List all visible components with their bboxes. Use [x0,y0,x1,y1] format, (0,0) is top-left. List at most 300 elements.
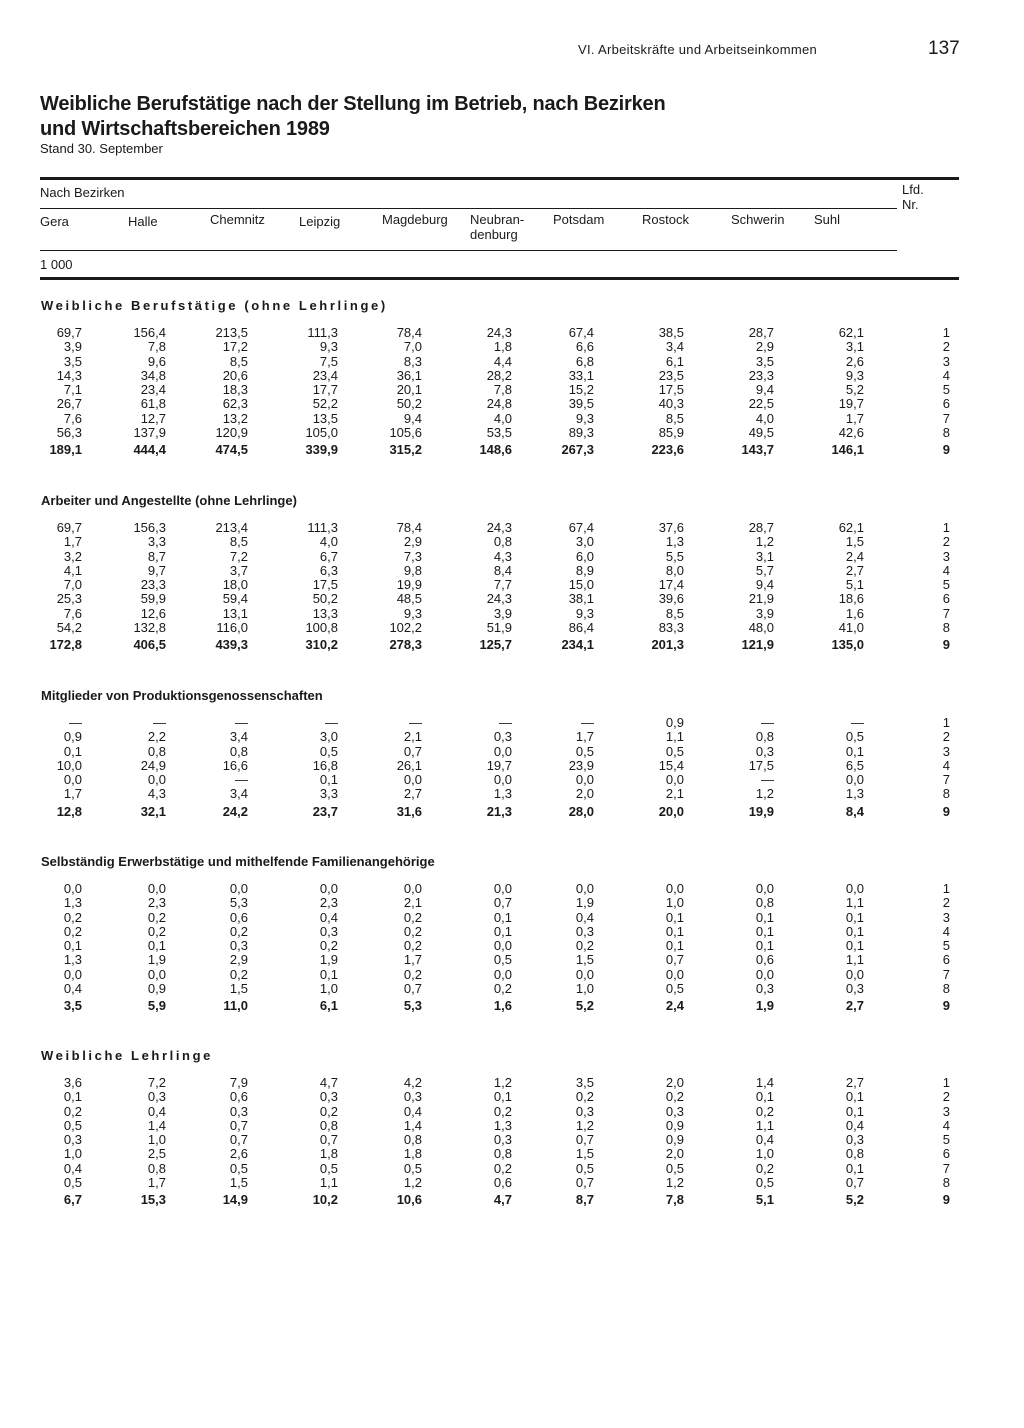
table-total-row [0,996,950,1015]
table-cell: 0,1 [493,923,512,939]
table-cell: 0,1 [845,1089,864,1105]
table-cell: 0,3 [147,1089,166,1105]
table-cell: 25,3 [56,591,82,607]
table-cell: 0,0 [319,881,338,896]
table-cell: 50,2 [396,396,422,412]
column-header-rostock: Rostock [642,212,689,227]
table-row [0,773,950,787]
table-cell: 85,9 [658,425,684,441]
table-cell: 0,1 [755,909,774,925]
table-cell: 5,2 [845,1192,864,1208]
table-cell: 0,1 [845,909,864,925]
table-cell: 9,3 [575,410,594,426]
table-cell: 2,6 [845,353,864,369]
row-number: 3 [942,909,950,925]
table-cell: 39,5 [568,396,594,412]
section-table-produktionsgenossenschaften [0,716,950,821]
page-title [40,92,665,142]
table-cell: 5,3 [403,998,422,1014]
table-cell: 3,1 [755,548,774,564]
table-cell: 0,0 [63,881,82,896]
table-cell: 4,0 [493,410,512,426]
table-cell: 15,3 [140,1192,166,1208]
table-cell: 0,9 [665,715,684,730]
table-cell: 1,2 [575,1117,594,1133]
row-number-label [902,182,924,212]
table-cell: 3,5 [575,1075,594,1090]
table-row [0,340,950,354]
table-cell: 146,1 [831,442,864,458]
table-cell: 9,3 [845,367,864,383]
table-cell: 3,5 [63,353,82,369]
table-cell: 0,0 [575,772,594,788]
table-cell: 17,4 [658,577,684,593]
table-cell: 17,5 [658,382,684,398]
table-cell: 0,0 [147,772,166,788]
table-cell: 3,4 [229,786,248,802]
table-cell: 278,3 [389,637,422,653]
table-cell: 0,8 [493,534,512,550]
table-cell: 4,3 [147,786,166,802]
table-cell: 111,3 [307,325,338,340]
table-cell: 7,3 [403,548,422,564]
table-total-row [0,635,950,654]
table-cell: 0,4 [319,909,338,925]
table-cell: 0,0 [575,881,594,896]
table-cell: 0,7 [319,1132,338,1148]
table-cell: 1,7 [845,410,864,426]
table-cell: — [153,715,166,730]
table-cell: 69,7 [56,325,82,340]
table-cell: 0,2 [403,938,422,954]
page-number: 137 [928,38,960,59]
table-cell: 40,3 [658,396,684,412]
table-cell: 9,7 [147,562,166,578]
row-number: 7 [942,966,950,982]
table-cell: 111,3 [307,520,338,535]
row-number: 1 [942,325,950,340]
table-cell: — [409,715,422,730]
table-cell: 439,3 [215,637,248,653]
table-cell: 10,0 [56,757,82,773]
table-cell: 3,2 [63,548,82,564]
section-title-weibliche-berufstaetige: Weibliche Berufstätige (ohne Lehrlinge) [41,298,388,313]
table-cell: 13,3 [312,605,338,621]
table-cell: 0,5 [575,1160,594,1176]
table-cell: 9,4 [403,410,422,426]
table-cell: 5,1 [845,577,864,593]
table-cell: 1,8 [319,1146,338,1162]
table-cell: 0,0 [665,881,684,896]
table-cell: 37,6 [658,520,684,535]
row-number: 4 [942,562,950,578]
table-cell: 3,5 [755,353,774,369]
table-cell: 0,0 [493,743,512,759]
table-cell: 137,9 [133,425,166,441]
table-row [0,730,950,744]
table-cell: 6,7 [63,1192,82,1208]
table-cell: 0,0 [845,772,864,788]
table-cell: 2,6 [229,1146,248,1162]
table-cell: 62,1 [838,520,864,535]
table-cell: 9,8 [403,562,422,578]
table-cell: 0,3 [575,923,594,939]
row-number: 4 [942,757,950,773]
row-number: 9 [942,998,950,1014]
column-header-magdeburg: Magdeburg [382,212,448,227]
table-cell: 48,5 [396,591,422,607]
table-cell: 10,6 [396,1192,422,1208]
table-cell: 16,8 [312,757,338,773]
table-cell: 5,5 [665,548,684,564]
table-cell: 0,1 [845,938,864,954]
table-cell: 0,5 [665,743,684,759]
table-cell: 0,2 [403,923,422,939]
table-cell: 15,4 [658,757,684,773]
table-cell: — [581,715,594,730]
table-cell: 2,1 [403,729,422,745]
table-cell: 24,8 [486,396,512,412]
table-cell: 14,9 [222,1192,248,1208]
table-cell: 2,3 [147,895,166,911]
table-cell: 24,2 [222,803,248,819]
table-cell: 148,6 [479,442,512,458]
table-cell: 172,8 [49,637,82,653]
table-cell: 105,6 [389,425,422,441]
table-cell: 1,5 [845,534,864,550]
table-cell: 0,2 [665,1089,684,1105]
section-title-produktionsgenossenschaften: Mitglieder von Produktionsgenossenschaften [41,688,323,703]
table-cell: 0,2 [63,1103,82,1119]
table-cell: 9,3 [403,605,422,621]
table-cell: 100,8 [305,620,338,636]
table-cell: 0,5 [63,1175,82,1191]
page-subtitle: Stand 30. September [40,141,163,156]
table-cell: 7,0 [403,339,422,355]
table-cell: — [325,715,338,730]
table-cell: 0,0 [63,966,82,982]
table-cell: 19,9 [396,577,422,593]
table-cell: 48,0 [748,620,774,636]
table-cell: 0,0 [403,881,422,896]
table-cell: 1,9 [755,998,774,1014]
table-row [0,383,950,397]
table-cell: 62,1 [838,325,864,340]
table-cell: 0,0 [63,772,82,788]
table-cell: 4,4 [493,353,512,369]
table-cell: 6,1 [319,998,338,1014]
header-rule-top [40,177,959,180]
table-cell: 20,6 [222,367,248,383]
table-cell: 28,7 [748,520,774,535]
table-cell: 12,8 [56,803,82,819]
table-cell: 0,8 [319,1117,338,1133]
table-cell: 1,0 [319,981,338,997]
table-cell: 1,3 [845,786,864,802]
table-total-row [0,440,950,459]
table-row [0,882,950,896]
table-cell: 0,0 [575,966,594,982]
row-number: 9 [942,803,950,819]
table-cell: 1,4 [403,1117,422,1133]
table-cell: 0,3 [845,1132,864,1148]
table-cell: 2,5 [147,1146,166,1162]
table-row [0,1076,950,1090]
table-cell: 33,1 [568,367,594,383]
row-number: 4 [942,923,950,939]
row-number: 5 [942,577,950,593]
table-cell: 50,2 [312,591,338,607]
table-cell: 4,0 [319,534,338,550]
row-number: 2 [942,534,950,550]
table-cell: 36,1 [396,367,422,383]
table-cell: 0,1 [63,938,82,954]
table-cell: 310,2 [305,637,338,653]
row-number: 8 [942,620,950,636]
table-cell: 18,6 [838,591,864,607]
table-cell: 1,5 [229,981,248,997]
table-cell: 267,3 [561,442,594,458]
table-cell: 315,2 [389,442,422,458]
table-row [0,592,950,606]
table-cell: 16,6 [222,757,248,773]
table-cell: — [235,772,248,788]
table-cell: 121,9 [741,637,774,653]
table-cell: 1,2 [755,534,774,550]
header-rule-bottom [40,277,959,280]
column-header-gera: Gera [40,214,69,229]
table-cell: 0,2 [575,938,594,954]
table-cell: 213,5 [215,325,248,340]
table-cell: 22,5 [748,396,774,412]
table-cell: 0,0 [755,881,774,896]
table-cell: 0,1 [755,938,774,954]
table-cell: 1,0 [575,981,594,997]
table-cell: 1,8 [493,339,512,355]
table-cell: 0,2 [755,1160,774,1176]
table-cell: 0,0 [665,772,684,788]
table-cell: 2,1 [665,786,684,802]
table-cell: 3,4 [665,339,684,355]
table-cell: 56,3 [56,425,82,441]
table-cell: 0,5 [319,743,338,759]
table-cell: 2,4 [845,548,864,564]
table-cell: 0,7 [403,981,422,997]
table-cell: 7,2 [147,1075,166,1090]
table-total-row [0,802,950,821]
table-cell: 78,4 [396,520,422,535]
table-cell: 0,3 [493,1132,512,1148]
table-cell: 49,5 [748,425,774,441]
row-number: 5 [942,938,950,954]
table-cell: 2,0 [665,1075,684,1090]
table-cell: 1,7 [403,952,422,968]
table-row [0,397,950,411]
table-cell: 1,1 [319,1175,338,1191]
table-cell: 0,6 [229,909,248,925]
table-cell: 8,5 [665,410,684,426]
table-cell: 7,7 [493,577,512,593]
table-cell: 0,7 [493,895,512,911]
table-cell: 0,1 [493,1089,512,1105]
table-cell: 28,0 [568,803,594,819]
table-cell: 0,1 [845,1160,864,1176]
table-cell: 9,4 [755,577,774,593]
table-cell: 21,9 [748,591,774,607]
table-cell: 0,6 [755,952,774,968]
table-cell: 61,8 [140,396,166,412]
header-rule-group [40,208,897,209]
table-cell: 0,5 [63,1117,82,1133]
table-cell: 7,2 [229,548,248,564]
table-cell: 0,0 [493,966,512,982]
table-cell: 62,3 [222,396,248,412]
section-table-arbeiter-angestellte [0,521,950,654]
table-cell: 8,5 [665,605,684,621]
row-number: 2 [942,895,950,911]
table-row [0,939,950,953]
table-cell: 6,8 [575,353,594,369]
column-header-neubrandenburg-line-2: denburg [470,227,518,242]
table-cell: 24,3 [486,520,512,535]
column-header-chemnitz: Chemnitz [210,212,265,227]
row-number: 8 [942,981,950,997]
table-cell: 8,9 [575,562,594,578]
table-cell: 0,3 [319,1089,338,1105]
page-title-line-1: Weibliche Berufstätige nach der Stellung im Betrieb, nach Bezirken [40,93,666,115]
table-cell: 89,3 [568,425,594,441]
table-cell: 0,3 [493,729,512,745]
table-row [0,412,950,426]
table-cell: 5,1 [755,1192,774,1208]
table-cell: 0,8 [755,729,774,745]
table-row [0,896,950,910]
table-cell: 105,0 [305,425,338,441]
table-cell: 1,2 [493,1075,512,1090]
table-cell: 0,5 [665,981,684,997]
table-cell: 8,7 [575,1192,594,1208]
table-cell: 2,3 [319,895,338,911]
table-cell: 42,6 [838,425,864,441]
table-cell: 0,7 [403,743,422,759]
table-cell: 0,8 [229,743,248,759]
row-number: 3 [942,353,950,369]
table-cell: 0,1 [845,743,864,759]
table-row [0,355,950,369]
table-cell: 156,3 [133,520,166,535]
row-number: 4 [942,367,950,383]
table-cell: 20,1 [396,382,422,398]
table-cell: 69,7 [56,520,82,535]
group-label: Nach Bezirken [40,185,125,200]
table-cell: 3,3 [147,534,166,550]
table-cell: 17,5 [312,577,338,593]
table-cell: 0,2 [575,1089,594,1105]
table-cell: 17,7 [312,382,338,398]
table-total-row [0,1190,950,1209]
row-number: 9 [942,1192,950,1208]
table-cell: 0,1 [63,743,82,759]
table-cell: 24,3 [486,325,512,340]
column-header-leipzig: Leipzig [299,214,341,229]
table-cell: 17,2 [222,339,248,355]
table-row [0,1090,950,1104]
table-cell: 2,4 [665,998,684,1014]
table-cell: 15,0 [568,577,594,593]
row-number: 3 [942,548,950,564]
table-cell: 8,3 [403,353,422,369]
table-cell: 1,6 [845,605,864,621]
table-cell: 0,1 [845,1103,864,1119]
table-cell: 0,5 [575,743,594,759]
table-cell: 0,3 [319,923,338,939]
table-row [0,953,950,967]
table-cell: 1,1 [845,952,864,968]
row-number: 1 [942,1075,950,1090]
section-table-weibliche-berufstaetige [0,326,950,459]
table-cell: 0,7 [229,1117,248,1133]
table-cell: 0,1 [319,772,338,788]
table-row [0,426,950,440]
table-cell: 0,8 [147,1160,166,1176]
table-cell: 4,7 [319,1075,338,1090]
table-cell: 21,3 [486,803,512,819]
row-number: 7 [942,1160,950,1176]
table-cell: 0,2 [493,1103,512,1119]
row-number: 9 [942,637,950,653]
table-cell: 0,1 [493,909,512,925]
table-row [0,787,950,801]
table-cell: 41,0 [838,620,864,636]
table-cell: 23,7 [312,803,338,819]
table-cell: 3,0 [575,534,594,550]
table-cell: 0,5 [665,1160,684,1176]
row-number: 5 [942,1132,950,1148]
table-cell: 9,3 [575,605,594,621]
table-cell: 0,7 [845,1175,864,1191]
row-number: 2 [942,729,950,745]
table-cell: 0,8 [845,1146,864,1162]
table-cell: 0,1 [319,966,338,982]
table-cell: 8,7 [147,548,166,564]
table-cell: 1,7 [575,729,594,745]
table-cell: 19,7 [838,396,864,412]
table-cell: 339,9 [305,442,338,458]
table-cell: 0,1 [755,1089,774,1105]
table-cell: 0,0 [493,772,512,788]
table-cell: 0,4 [845,1117,864,1133]
table-cell: 5,7 [755,562,774,578]
table-row [0,550,950,564]
table-cell: 19,9 [748,803,774,819]
table-cell: 0,0 [229,881,248,896]
table-cell: 6,1 [665,353,684,369]
table-cell: 444,4 [133,442,166,458]
table-cell: 28,2 [486,367,512,383]
table-row [0,1105,950,1119]
table-cell: 474,5 [215,442,248,458]
table-cell: 19,7 [486,757,512,773]
table-cell: 11,0 [223,998,248,1014]
table-cell: 6,0 [575,548,594,564]
table-cell: 38,1 [568,591,594,607]
table-cell: 5,2 [845,382,864,398]
table-cell: 86,4 [568,620,594,636]
table-cell: 0,2 [147,909,166,925]
table-cell: 0,0 [755,966,774,982]
table-row [0,1119,950,1133]
table-cell: 0,3 [63,1132,82,1148]
